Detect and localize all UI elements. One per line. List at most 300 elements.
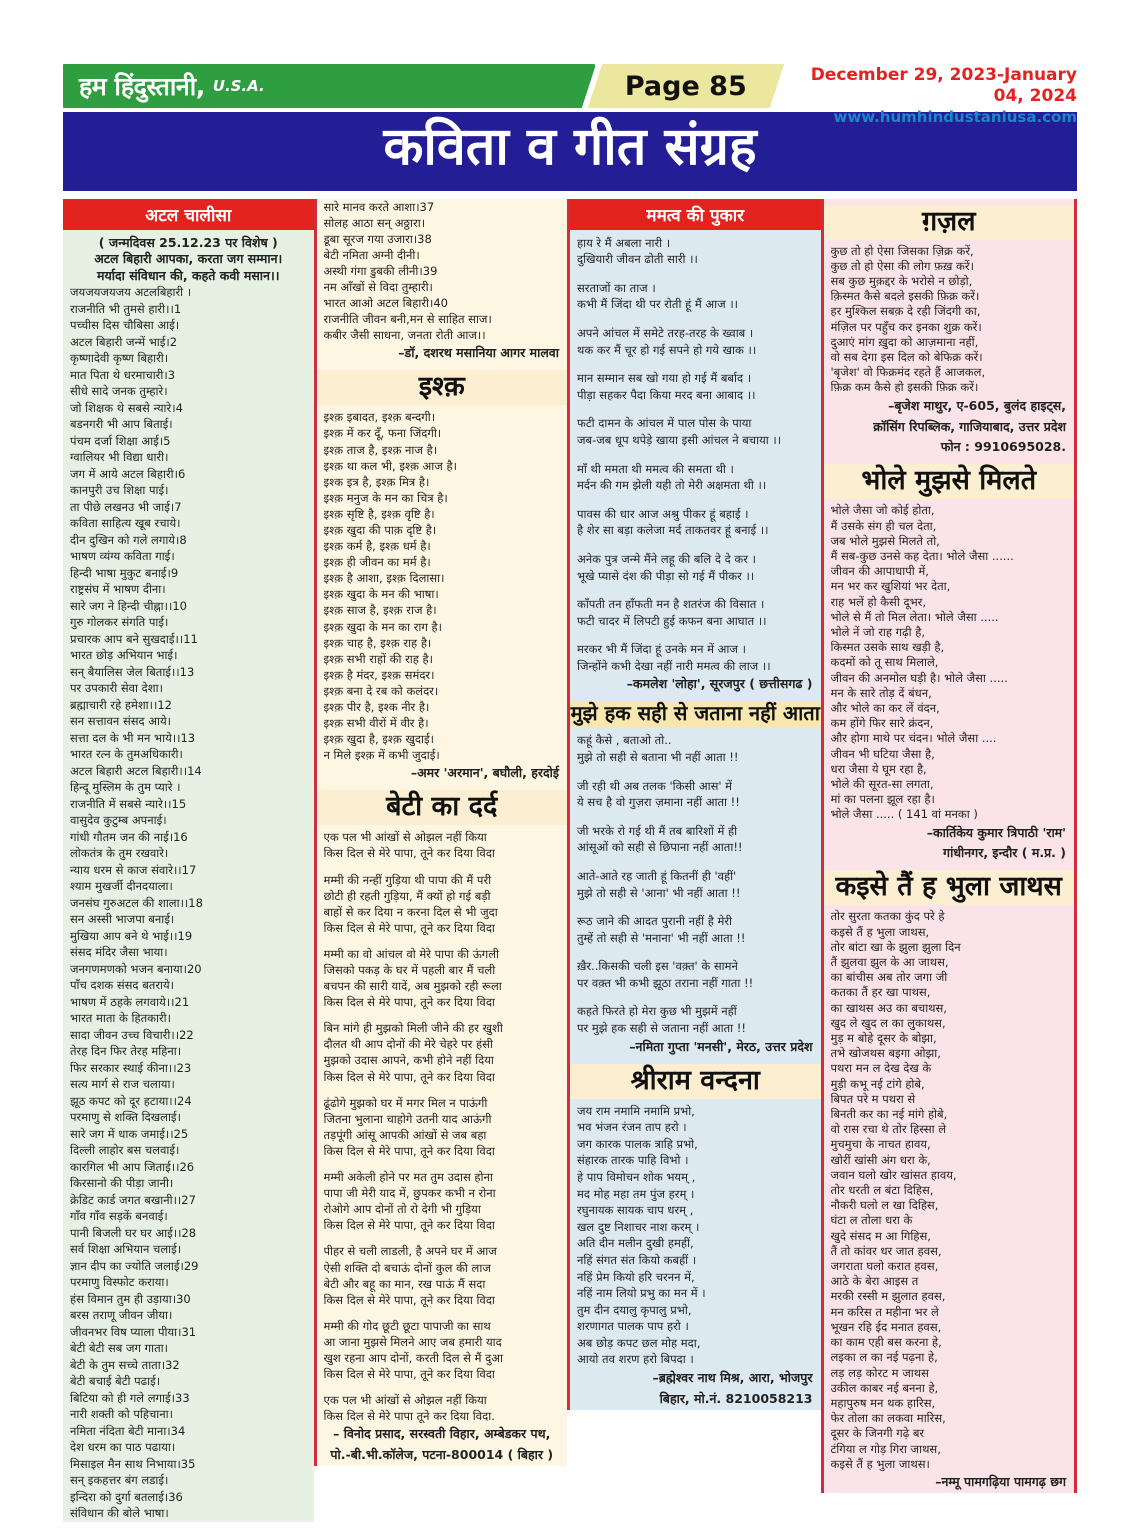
poem-line: राष्ट्रसंघ में भाषण दीना। — [70, 582, 166, 597]
poem-line: पीड़ा सहकर पैदा किया मरद बना आबाद ।। — [577, 387, 756, 402]
poem-line: बडनगरी भी आप बिताई। — [70, 417, 173, 432]
poem-line: वो रास रचा थे तोर हिस्सा ले — [830, 1122, 947, 1137]
poem-line: कइसे तैं ह भुला जाथस। — [830, 1456, 930, 1471]
poem-line: नहिं संगत संत कियो कबहीं । — [577, 1252, 697, 1267]
poem-line: बेटी बचाई बेटी पढाई। — [70, 1374, 161, 1389]
poem-line: तुम्हें तो सही से 'मनाना' भी नहीं आता !! — [577, 930, 746, 945]
stanza-gap — [577, 358, 814, 370]
poem-line: और होगा माथे पर चंदन। भोले जैसा .... — [830, 731, 997, 746]
poem-line: सर्व शिक्षा अभियान चलाई। — [70, 1242, 182, 1257]
poem-line: मैं उसके संग ही चल देता, — [830, 518, 937, 533]
poem-line: खुश रहना आप दोनों, करती दिल से मैं दुआ — [323, 1350, 503, 1365]
poem-line: नहिं प्रेम कियो हरि चरनन में, — [577, 1269, 695, 1284]
stanza-gap — [324, 936, 561, 946]
poem-block — [570, 732, 821, 1036]
poem-line: कुछ तो हो ऐसा जिसका ज़िक्र करें, — [830, 243, 974, 258]
poem-line: बिन मांगे ही मुझको मिली जीने की हर खुशी — [323, 1021, 503, 1036]
poem-line: हंस विमान तुम ही उड़ाया।30 — [70, 1291, 191, 1306]
poem-line: सन् इकहत्तर बंग लडाई। — [70, 1473, 169, 1488]
author-credit: –कार्तिकेय कुमार त्रिपाठी 'राम' — [926, 824, 1066, 840]
poem-line: रोओगे आप दोनों तो रो देगी भी गुड़िया — [323, 1202, 481, 1217]
poem-line: कुछ तो हो ऐसा की लोग फ़ख़ करें। — [830, 258, 974, 273]
poem-block — [824, 909, 1075, 1472]
stanza-gap — [577, 856, 814, 868]
poem-line: क़िस्मत कैसे बदले इसकी फ़िक्र करें। — [830, 289, 980, 304]
section-header-band: भोले मुझसे मिलते — [824, 464, 1075, 499]
section-header-band: श्रीराम वन्दना — [570, 1064, 821, 1099]
author-credit: –बृजेश माथुर, ए-605, बुलंद हाइट्स, — [888, 397, 1066, 413]
poem-line: किस दिल से मेरे पापा, तूने कर दिया विदा — [323, 846, 495, 861]
poem-line: फिर सरकार स्थाई कीना।।23 — [70, 1060, 192, 1075]
section-header-red: अटल चालीसा — [63, 199, 314, 230]
poem-line: टंगिया ल गोड़ गिरा जाथस, — [830, 1441, 941, 1456]
poem-line: लइका ल का नई पढ़ना हे, — [830, 1350, 938, 1365]
stanza-gap — [577, 494, 814, 506]
poem-line: राजनीति में सबसे न्यारे।।15 — [70, 796, 187, 811]
stanza-gap — [577, 268, 814, 280]
poem-line: किस दिल से मेरे पापा तूने कर दिया विदा. — [323, 1409, 495, 1424]
poem-line: किस दिल से मेरे पापा, तूने कर दिया विदा — [323, 1069, 495, 1084]
poem-line: सीधे सादे जनक तुम्हारे। — [70, 384, 168, 399]
poem-line: झूठ कपट को दूर हटाया।।24 — [70, 1093, 192, 1108]
poem-line: इश्क़ सृष्टि है, इश्क़ वृष्टि है। — [323, 506, 435, 521]
poem-block — [63, 235, 314, 285]
poem-line: इश्क़ सभी वीरों में वीर है। — [323, 716, 429, 731]
poem-line: का काम एही बस करना हे, — [830, 1335, 942, 1350]
poem-line: क्रेडिट कार्ड जगत बखानी।।27 — [70, 1192, 196, 1207]
poem-line: मम्मी की गोद छूटी छूटा पापाजी का साथ — [323, 1318, 491, 1333]
poem-line: मम्मी की नन्हीं गुड़िया थी पापा की मैं परी — [323, 872, 492, 887]
author-credit: –अमर 'अरमान', बघौली, हरदोई — [410, 765, 559, 781]
author-credit: –नम्मू पामगढ़िया पामगढ़ छग — [935, 1473, 1066, 1489]
poem-line: ऐसी शक्ति दो बचाऊं दोनों कुल की लाज — [323, 1260, 491, 1275]
poem-line: तोर बांटा खा के झुला झुला दिन — [830, 939, 961, 954]
poem-line: मरकी रस्सी म झुलात हवस, — [830, 1289, 946, 1304]
poem-line: एक पल भी आंखों से ओझल नहीं किया — [323, 830, 487, 845]
stanza-gap — [577, 991, 814, 1003]
poem-line: माँ थी ममता थी ममत्व की समता थी । — [577, 461, 734, 476]
poem-line: मन के सारे तोड़ दें बंधन, — [830, 685, 932, 700]
poem-line: किरसानो की पीड़ा जानी। — [70, 1176, 174, 1191]
poem-line: हे पाप विमोचन शोक भयम् , — [577, 1169, 696, 1184]
poem-line: नहिं नाम लियो प्रभु का मन में । — [577, 1286, 706, 1301]
poem-line: पच्चीस दिस चौबिसा आई। — [70, 318, 180, 333]
poem-line: कम होंगे फिर सारे क्रंदन, — [830, 716, 934, 731]
poem-line: पंचम दर्जा शिक्षा आई।5 — [70, 433, 171, 448]
poem-line: इश्क़ है मंदर, इश्क़ समंदर। — [323, 667, 435, 682]
poem-line: संविधान की बोले भाषा। — [70, 1506, 169, 1521]
poem-line: बेटी नमिता अग्नी दीनी। — [323, 247, 420, 262]
poem-line: थक कर मैं चूर हो गई सपने हो गये खाक ।। — [577, 342, 757, 357]
poem-line: जग में आये अटल बिहारी।6 — [70, 466, 186, 481]
poem-line: कानपुरी उच शिक्षा पाई। — [70, 483, 169, 498]
poem-line: ता पीछे लखनउ भी जाई।7 — [70, 499, 182, 514]
poem-line: जग कारक पालक त्राहि प्रभो, — [577, 1136, 698, 1151]
poem-line: भूखन रहि ईद मनात हवस, — [830, 1319, 942, 1334]
poem-line: इश्क इत्र है, इश्क़ मित्र है। — [323, 474, 430, 489]
poem-line: जवान घलो खोर खांसत हावय, — [830, 1167, 957, 1182]
poem-line: महापुरुष मन थक हारिस, — [830, 1395, 936, 1410]
poem-line: संहारक तारक पाहि विभो । — [577, 1153, 689, 1168]
poem-line: ग्वालियर भी विद्या धारी। — [70, 450, 169, 465]
atal-chalisa-column — [63, 199, 314, 1522]
poem-line: दिल्ली लाहोर बस चलवाई। — [70, 1143, 180, 1158]
poem-line: हर मुश्किल सबक़ दे रही जिंदगी का, — [830, 304, 981, 319]
poem-line: इश्क़ है आशा, इश्क़ दिलासा। — [323, 571, 445, 586]
poem-line: जगराता घलो करात हवस, — [830, 1259, 939, 1274]
masthead-banner — [63, 64, 595, 108]
poem-line: आते-आते रह जाती हूं कितनीं ही 'वहीं' — [577, 868, 737, 883]
stanza-gap — [324, 862, 561, 872]
poem-line: जिसको पकड़ के घर में पहली बार मैं चली — [323, 963, 496, 977]
poem-line: परमाणु विस्फोट कराया। — [70, 1275, 169, 1290]
poem-line: कहूं कैसे , बताओ तो.. — [577, 733, 672, 748]
poem-line: इन्दिरा को दुर्गा बतलाई।36 — [70, 1489, 183, 1504]
poem-line: नमिता नंदिता बेटी माना।34 — [70, 1423, 186, 1438]
poem-line: इश्क़ खुदा के मन की भाषा। — [323, 587, 439, 602]
author-credit: –कमलेश 'लोहा', सूरजपुर ( छत्तीसगढ ) — [626, 676, 813, 692]
poem-line: अति दीन मलीन दुखी हमहीं, — [577, 1236, 694, 1251]
poem-line: ये सच है वो गुज़रा ज़माना नहीं आता !! — [577, 795, 740, 810]
poem-line: जी भरके रो गई थी मैं तब बारिशों में ही — [577, 823, 738, 838]
poem-line: जीवन भी घटिया जैसा है, — [830, 746, 935, 761]
poem-line: दुआएं मांग ख़ुदा को आज़माना नहीं, — [830, 334, 979, 349]
poem-line: खोरीं खांसी अंग धरा के, — [830, 1152, 931, 1167]
poem-line: आ जाना मुझसे मिलने आए जब हमारी याद — [323, 1334, 502, 1349]
poem-line: इश्क़ खुदा के मन का राग है। — [323, 619, 442, 634]
section-header-band: बेटी का दर्द — [317, 790, 568, 825]
poem-line: फटी दामन के आंचल में पाल पोस के पाया — [577, 416, 752, 431]
stanza-gap — [577, 584, 814, 596]
poem-line: अटल बिहारी जन्में भाई।2 — [70, 334, 178, 349]
poem-line: वो सब देगा इस दिल को बेफिक्र करें। — [830, 350, 983, 365]
poem-line: हाय रे मैं अबला नारी । — [577, 235, 671, 250]
poem-line: जी रही थी अब तलक 'किसी आस' में — [577, 778, 733, 793]
poem-line: धरा जैसा ये घूम रहा है, — [830, 761, 927, 776]
poem-block — [317, 199, 568, 344]
poem-line: सादा जीवन उच्च विचारी।।22 — [70, 1027, 194, 1042]
author-credit: पो.-बी.भी.कॉलेज, पटना-800014 ( बिहार ) — [330, 1447, 554, 1463]
poem-block — [317, 409, 568, 763]
paper-region: U.S.A. — [212, 77, 265, 95]
poem-line: कविता साहित्य खूब रचाये। — [70, 516, 181, 531]
poem-line: जीवनभर विष प्याला पीया।31 — [70, 1324, 197, 1339]
poem-line: किस दिल से मेरे पापा, तूने कर दिया विदा — [323, 1218, 495, 1233]
stanza-gap — [577, 539, 814, 551]
poem-line: जब भोले मुझसे मिलते तो, — [830, 533, 940, 548]
stanza-gap — [324, 1010, 561, 1020]
poem-line: जिन्होंने कभी देखा नहीं नारी ममत्व की लाज ।। — [577, 658, 771, 673]
poem-line: पीहर से चली लाडली, है अपने घर में आज — [323, 1244, 497, 1259]
page-number-label: Page 85 — [625, 70, 747, 102]
poem-line: देश धरम का पाठ पढाया। — [70, 1440, 176, 1455]
poem-line: ब्रह्माचारी रहे हमेशा।।12 — [70, 697, 172, 712]
poem-line: कदमों को तू साथ मिलाले, — [830, 655, 939, 670]
poem-line: सत्ता दल के भी मन भाये।।13 — [70, 730, 196, 745]
poem-line: जय राम नमामि नमामि प्रभो, — [577, 1103, 695, 1118]
poem-line: जीवन की आपाधापी में, — [830, 564, 929, 579]
poem-line: इश्क़ साज है, इश्क़ राज है। — [323, 603, 437, 618]
section-header-band: इश्क़ — [317, 370, 568, 405]
poem-line: फटी चादर में लिपटी हुई कफन बना आघात ।। — [577, 613, 767, 628]
poem-line: खुदे संसद म आ गिहिस, — [830, 1228, 931, 1243]
poem-line: जनगणमणको भजन बनाया।20 — [70, 961, 202, 976]
poem-line: सारे जग में धाक जमाई।।25 — [70, 1126, 189, 1141]
page-number-box — [582, 64, 784, 108]
poem-line: पथरा मन ल देख देख के — [830, 1061, 932, 1076]
poem-line: तैं झुलवा झुल के आ जाथस, — [830, 955, 949, 970]
stanza-gap — [324, 1085, 561, 1095]
poem-line: का खाथस अउ का बचाथस, — [830, 1000, 947, 1015]
poem-line: सत्य मार्ग से राज चलाया। — [70, 1077, 175, 1092]
poem-line: है शेर सा बड़ा कलेजा मर्द ताकतवर हूं बनाई ।। — [577, 523, 769, 538]
poem-line: दूसर के जिनगी गढ़े बर — [830, 1426, 925, 1441]
stanza-gap — [577, 629, 814, 641]
poem-line: इश्क़ कर्म है, इश्क़ धर्म है। — [323, 539, 431, 554]
poem-line: इश्क़ मनुज के मन का चित्र है। — [323, 490, 448, 505]
poem-line: किस दिल से मेरे पापा, तूने कर दिया विदा — [323, 995, 495, 1010]
poem-line: हिन्दी भाषा मुकुट बनाई।9 — [70, 565, 179, 580]
poem-line: अटल बिहारी अटल बिहारी।।14 — [70, 763, 202, 778]
poem-line: बाहों से कर दिया न करना दिल से भी जुदा — [323, 904, 498, 919]
poem-line: मन करिस त महीना भर ले — [830, 1304, 939, 1319]
poem-line: सोलह आठा सन् अठ्ठारा। — [323, 215, 426, 230]
author-credit: बिहार, मो.नं. 8210058213 — [659, 1390, 813, 1406]
stanza-gap — [577, 766, 814, 778]
poem-line: तुम दीन दयालु कृपालु प्रभो, — [577, 1302, 692, 1317]
stanza-gap — [577, 901, 814, 913]
poem-line: मरकर भी मैं जिंदा हूं उनके मन में आज । — [577, 642, 746, 657]
poem-line: आयो तव शरण हरो बिपदा । — [577, 1352, 694, 1367]
poem-line: हिन्दू मुस्लिम के तुम प्यारे । — [70, 780, 181, 795]
poem-line: नम आँखों से विदा तुम्हारी। — [323, 280, 433, 295]
poem-line: सन् बैयालिस जेल बिताई।।13 — [70, 664, 195, 679]
poem-line: कारगिल भी आप जिताई।।26 — [70, 1159, 195, 1174]
poem-block — [824, 244, 1075, 396]
poem-line: पर वक़्त भी कभी झूठा तराना नहीं गाता !! — [577, 975, 754, 990]
poem-line: भाषण व्यंग्य कविता गाई। — [70, 549, 175, 564]
stanza-gap — [324, 1382, 561, 1392]
poem-line: लड़ लड़ कोरट म जाथस — [830, 1365, 929, 1380]
poem-line: इश्क़ खुदा की पाक़ दृष्टि है। — [323, 523, 437, 538]
poem-line: इश्क़ ताज है, इश्क़ नाज है। — [323, 442, 438, 457]
poem-line: मन भर कर खुशियां भर देता, — [830, 579, 951, 594]
poem-line: किस दिल से मेरे पापा, तूने कर दिया विदा — [323, 920, 495, 935]
poem-line: कृष्णादेवी कृष्ण बिहारी। — [70, 351, 169, 366]
section-header-band: कइसे तैं ह भुला जाथस — [824, 870, 1075, 905]
poem-line: तैं तो कांवर धर जात हवस, — [830, 1243, 942, 1258]
section-header-red: ममत्व की पुकार — [570, 199, 821, 230]
poem-line: भोले जैसा जो कोई होता, — [830, 503, 935, 518]
author-credit: क्रॉसिंग रिपब्लिक, गाजियाबाद, उत्तर प्रदेश — [873, 418, 1066, 434]
poem-line: तड़पूंगी आंसू आपकी आंखों से जब बहा — [323, 1127, 487, 1142]
paper-name: हम हिंदुस्तानी, — [79, 72, 205, 101]
poem-line: गाँव गाँव सड़कें बनवाई। — [70, 1209, 168, 1224]
stanza-gap — [577, 946, 814, 958]
poem-line: घंटा ल तोला धरा के — [830, 1213, 913, 1228]
poem-line: नौकरी घलो ल खा दिहिस, — [830, 1198, 939, 1213]
poem-line: कबीर जैसी साधना, जनता रोती आज।। — [323, 328, 486, 343]
poem-line: किस्मत उसके साथ खड़ी है, — [830, 640, 945, 655]
poem-line: भाषण में ठहके लगवाये।।21 — [70, 994, 190, 1009]
author-credit: – विनोद प्रसाद, सरस्वती विहार, अम्बेडकर पथ, — [333, 1426, 551, 1442]
poem-line: किस दिल से मेरे पापा, तूने कर दिया विदा — [323, 1143, 495, 1158]
poem-line: कभी मैं जिंदा थी पर रोती हूं मैं आज ।। — [577, 297, 739, 312]
poem-line: ज्ञान दीप का ज्योति जलाई।29 — [70, 1258, 199, 1273]
author-credit: फोन : 9910695028. — [940, 439, 1066, 455]
poem-line: मम्मी का वो आंचल वो मेरे पापा की ऊंगली — [323, 946, 500, 961]
poem-line: किस दिल से मेरे पापा, तूने कर दिया विदा — [323, 1292, 495, 1307]
poem-line: का बांचीस अब तोर जगा जी — [830, 970, 948, 985]
website-url: www.humhindustaniusa.com — [833, 107, 1077, 126]
stanza-gap — [577, 313, 814, 325]
poem-line: मात पिता थे धरमाचारी।3 — [70, 367, 176, 382]
poem-line: इश्क़ पीर है, इश्क नीर है। — [323, 700, 430, 715]
poem-block — [570, 1103, 821, 1369]
poem-line: खुद ले खुद ल का लुकाथस, — [830, 1015, 946, 1030]
poem-line: आंसूओं को सही से छिपाना नहीं आता!! — [577, 840, 743, 855]
author-credit: गांधीनगर, इन्दौर ( म.प्र. ) — [943, 845, 1066, 861]
poem-line: तोर सुरता कतका कुंद परे हे — [830, 909, 945, 924]
poem-line: खै़र..किसकी चली इस 'वक़्त' के सामने — [577, 959, 738, 974]
stanza-gap — [324, 1159, 561, 1169]
stanza-gap — [324, 1233, 561, 1243]
poem-line: जयजयजयजय अटलबिहारी । — [70, 285, 192, 300]
mamatva-column — [567, 199, 821, 1410]
poem-line: बेटी और बहू का मान, रख पाऊं मैं सदा — [323, 1276, 486, 1291]
poem-line: खल दुष्ट निशाचर नाश करम् । — [577, 1219, 700, 1234]
poem-line: डूबा सूरज गया उजारा।38 — [323, 231, 432, 246]
poem-line: मुझे तो सही से 'आना' भी नहीं आता !! — [577, 885, 741, 900]
poem-line: तोर धरती ल बंटा दिहिस, — [830, 1183, 934, 1198]
stanza-gap — [577, 449, 814, 461]
masthead-right — [777, 64, 1077, 126]
section-header-band: ग़ज़ल — [824, 205, 1075, 240]
poem-line: प्रचारक आप बने सुखदाई।।11 — [70, 631, 198, 646]
poem-line: मुझको उदास आपने, कभी होने नहीं दिया — [323, 1053, 494, 1068]
poem-line: श्याम मुखर्जी दीनदयाला। — [70, 879, 173, 894]
stanza-gap — [577, 403, 814, 415]
poem-line: पानी बिजली घर घर आई।।28 — [70, 1225, 197, 1240]
poem-line: अनेक पुत्र जन्मे मैंने लहू की बलि दे दे कर । — [577, 551, 756, 566]
author-credit: –नमिता गुप्ता 'मनसी', मेरठ, उत्तर प्रदेश — [629, 1038, 813, 1054]
poem-line: तेरह दिन फिर तेरह महिना। — [70, 1044, 182, 1059]
poem-line: इश्क़ खुदा है, इश्क़ खुदाई। — [323, 732, 434, 747]
poem-line: वासुदेव कुटुम्ब अपनाई। — [70, 813, 167, 828]
poem-line: पर उपकारी सेवा देशा। — [70, 681, 163, 696]
poem-line: मैं सब-कुछ उनसे कह देता। भोले जैसा ...... — [830, 548, 1014, 563]
poem-line: बचपन की सारी यादें, अब मुझको रही रूला — [323, 979, 502, 994]
poem-line: इश्क़ ही जीवन का मर्म है। — [323, 555, 431, 570]
poem-line: भोले नें जो राह गढ़ी है, — [830, 624, 926, 639]
poem-line: भारत रत्न के तुमअधिकारी। — [70, 747, 183, 762]
poem-line: जब-जब धूप थपेड़े खाया इसी आंचल ने बचाया ।। — [577, 432, 782, 447]
poem-line: ढूंढोगे मुझको घर में मगर मिल न पाऊंगी — [323, 1095, 488, 1110]
author-credit: –डॉ, दशरथ मसानिया आगर मालवा — [398, 345, 559, 361]
poem-line: तभे खोजथस बइगा ओझा, — [830, 1046, 941, 1061]
poem-line: सन अस्सी भाजपा बनाई। — [70, 912, 175, 927]
poem-line: भारत आओ अटल बिहारी।40 — [323, 296, 448, 311]
poem-line: कइसे तैं ह भुला जाथस, — [830, 924, 930, 939]
poem-line: भोले जैसा ..... ( 141 वां मनका ) — [830, 807, 978, 822]
poem-block — [824, 503, 1075, 822]
poem-line: रूठ जाने की आदत पुरानी नहीं है मेरी — [577, 914, 733, 929]
poem-block — [63, 284, 314, 1522]
poem-line: मुड़ी कभू नई टांगे होबे, — [830, 1076, 925, 1091]
poem-line: भोले की सूरत-सा लगता, — [830, 777, 934, 791]
poem-line: सब कुछ मुक़द्दर के भरोसे न छोड़ो, — [830, 274, 973, 289]
poem-line: राजनीति जीवन बनी,मन से साहित साज। — [323, 312, 492, 327]
poem-block — [570, 235, 821, 675]
poem-line: मां का पलना झूल रहा है। — [830, 792, 935, 807]
poem-line: राजनीति भी तुमसे हारी।।1 — [70, 301, 182, 316]
poem-line: बरस तराणू जीवन जीया। — [70, 1308, 173, 1323]
poem-line: मंज़िल पर पहुँच कर इनका शुक्र करें। — [830, 319, 982, 334]
poem-line: लोकतंत्र के तुम रखवारे। — [70, 846, 169, 861]
poem-line: मम्मी अकेली होने पर मत तुम उदास होना — [323, 1170, 493, 1185]
issue-date: December 29, 2023-January 04, 2024 — [810, 65, 1077, 107]
poem-line: बेटी बेटी सब जग गाता। — [70, 1341, 168, 1356]
poem-line: मर्यादा संविधान की, कहते कवी मसान।। — [97, 267, 280, 283]
poem-line: गुरु गोलकर संगति पाई। — [70, 615, 169, 630]
poem-line: सारे जग ने हिन्दी चीह्ना।।10 — [70, 598, 187, 613]
poem-line: शरणागत पालक पाप हरो । — [577, 1319, 689, 1334]
poem-line: इश्क़ चाह है, इश्क़ राह है। — [323, 635, 432, 650]
poem-line: एक पल भी आंखों से ओझल नहीं किया — [323, 1393, 487, 1408]
poem-line: पाँच दशक संसद बतराये। — [70, 978, 175, 993]
poem-line: काँपती तन हाँफती मन है शतरंज की विसात । — [577, 597, 765, 612]
poem-line: भोले से मैं तो मिल लेता। भोले जैसा ..... — [830, 609, 999, 624]
poem-line: मुखिया आप बने थे भाई।।19 — [70, 928, 193, 943]
poem-line: नारी शक्ती को पहिचाना। — [70, 1407, 173, 1422]
poem-line: दुखियारी जीवन ढोती सारी ।। — [577, 252, 698, 267]
poem-line: मुचमुचा के नाचत हावय, — [830, 1137, 931, 1152]
poem-line: 'बृजेश' वो फिक्रमंद रहते हैं आजकल, — [830, 365, 986, 380]
poem-line: पावस की धार आज अश्रु पीकर हूं बहाई । — [577, 506, 749, 521]
poem-line: छोटी ही रहती गुड़िया, मैं क्यों हो गई बड़ी — [323, 888, 491, 903]
poem-line: बिनती कर का नई मांगे होबे, — [830, 1107, 948, 1122]
poem-line: कहते फिरते हो मेरा कुछ भी मुझमें नहीं — [577, 1004, 737, 1019]
poem-line: न मिले इश्क़ में कभी जुदाई। — [323, 748, 440, 763]
poem-line: कतका तैं हर खा पाथस, — [830, 985, 931, 1000]
poem-line: गांधी गौतम जन की नाई।16 — [70, 829, 188, 844]
poem-line: भारत माता के हितकारी। — [70, 1011, 171, 1026]
poem-line: दीन दुखिन को गले लगाये।8 — [70, 532, 187, 547]
poem-line: भारत छोड़ अभियान भाई। — [70, 648, 178, 663]
poem-line: मद मोह महा तम पुंज हरम् । — [577, 1186, 695, 1201]
poem-line: मान सम्मान सब खो गया हो गई मैं बर्बाद । — [577, 371, 752, 386]
author-credit: –ब्रह्मेश्वर नाथ मिश्र, आरा, भोजपुर — [652, 1370, 813, 1386]
poem-line: जितना भुलाना चाहोगे उतनी याद आऊंगी — [323, 1111, 492, 1126]
poem-line: उकील काबर नई बनना हे, — [830, 1380, 939, 1395]
poem-line: परमाणु से शक्ति दिखलाई। — [70, 1110, 181, 1125]
stanza-gap — [324, 1308, 561, 1318]
poem-line: जो शिक्षक थे सबसे न्यारे।4 — [70, 400, 183, 415]
poem-line: इश्क़ इबादत, इश्क़ बन्दगी। — [323, 410, 436, 425]
gazal-column — [821, 199, 1078, 1493]
poem-line: फेर तोला का लकवा मारिस, — [830, 1411, 946, 1426]
poem-line: ( जन्मदिवस 25.12.23 पर विशेष ) — [98, 234, 278, 250]
poem-line: सन सत्तावन संसद आये। — [70, 714, 172, 729]
poem-line: जीवन की अनमोल घड़ी है। भोले जैसा ..... — [830, 670, 1008, 685]
stanza-gap — [577, 811, 814, 823]
poem-line: बेटी के तुम सच्चे ताता।32 — [70, 1357, 180, 1372]
poem-line: भूखे प्यासे दंश की पीड़ा सो गई मैं पीकर ।। — [577, 568, 755, 583]
poem-line: इश्क़ था कल भी, इश्क़ आज है। — [323, 458, 457, 473]
poem-line: इश्क़ बना दे रब को कलंदर। — [323, 683, 439, 698]
poem-line: फ़िक्र कम कैसे हो इसकी फ़िक्र करें। — [830, 380, 979, 395]
poem-line: पर मुझे हक सही से जताना नहीं आता !! — [577, 1021, 747, 1036]
